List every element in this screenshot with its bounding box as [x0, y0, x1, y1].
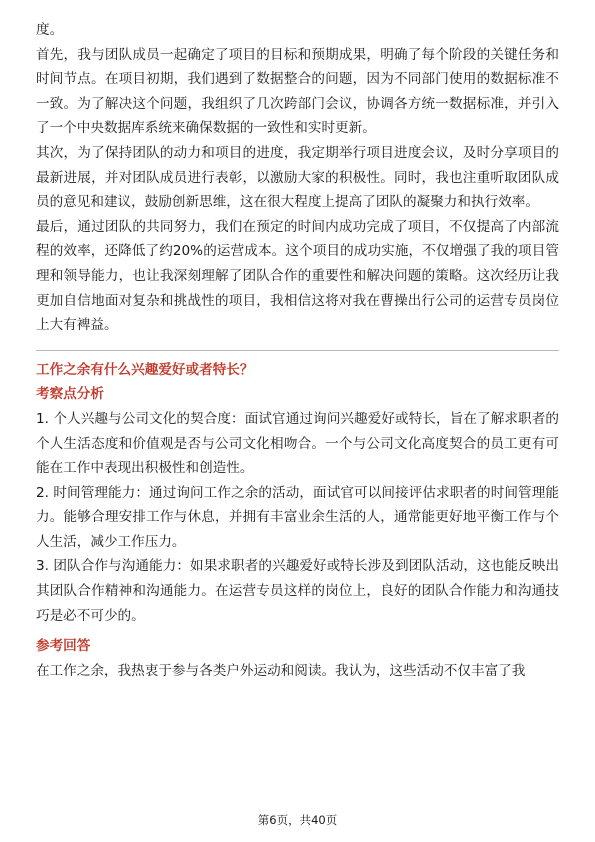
prev-answer-tail: 度。: [36, 22, 64, 38]
prev-answer-paragraph: 最后，通过团队的共同努力，我们在预定的时间内成功完成了项目，不仅提高了内部流程的效率，还降低了约20%的运营成本。这个项目的成功实施，不仅增强了我的项目管理和领导能力，也让我深刻理解了团队合作的重要性和解决问题的策略。这次经历让我更加自信地面对复杂和挑战性的项目，我相信这将对我在曹操出行公司的运营专员岗位上大有裨益。: [36, 218, 559, 334]
analysis-heading: 考察点分析: [36, 386, 104, 403]
document-body: [36, 18, 559, 683]
question-heading: 工作之余有什么兴趣爱好或者特长？: [36, 361, 254, 378]
section-divider: [36, 350, 559, 351]
prev-answer-paragraph: 其次，为了保持团队的动力和项目的进度，我定期举行项目进度会议，及时分享项目的最新进展，并对团队成员进行表彰，以激励大家的积极性。同时，我也注重听取团队成员的意见和建议，鼓励创新思维，这在很大程度上提高了团队的凝聚力和执行效率。: [36, 144, 559, 211]
reference-text: 在工作之余，我热衷于参与各类户外运动和阅读。我认为，这些活动不仅丰富了我: [36, 662, 526, 679]
analysis-item: 1. 个人兴趣与公司文化的契合度：面试官通过询问兴趣爱好或特长，旨在了解求职者的个人生活态度和价值观是否与公司文化相吻合。一个与公司文化高度契合的员工更有可能在工作中表现出积极性和创造性。: [36, 410, 559, 477]
analysis-item: 3. 团队合作与沟通能力：如果求职者的兴趣爱好或特长涉及到团队活动，这也能反映出其团队合作精神和沟通能力。在运营专员这样的岗位上，良好的团队合作能力和沟通技巧是必不可少的。: [36, 558, 559, 624]
prev-answer-paragraph: 首先，我与团队成员一起确定了项目的目标和预期成果，明确了每个阶段的关键任务和时间节点。在项目初期，我们遇到了数据整合的问题，因为不同部门使用的数据标准不一致。为了解决这个问题，我组织了几次跨部门会议，协调各方统一数据标准，并引入了一个中央数据库系统来确保数据的一致性和实时更新。: [36, 46, 559, 137]
page-number: 第6页，共40页: [257, 813, 338, 827]
analysis-item: 2. 时间管理能力：通过询问工作之余的活动，面试官可以间接评估求职者的时间管理能力。能够合理安排工作与休息，并拥有丰富业余生活的人，通常能更好地平衡工作与个人生活，减少工作压力。: [36, 484, 559, 550]
reference-heading: 参考回答: [36, 638, 91, 655]
